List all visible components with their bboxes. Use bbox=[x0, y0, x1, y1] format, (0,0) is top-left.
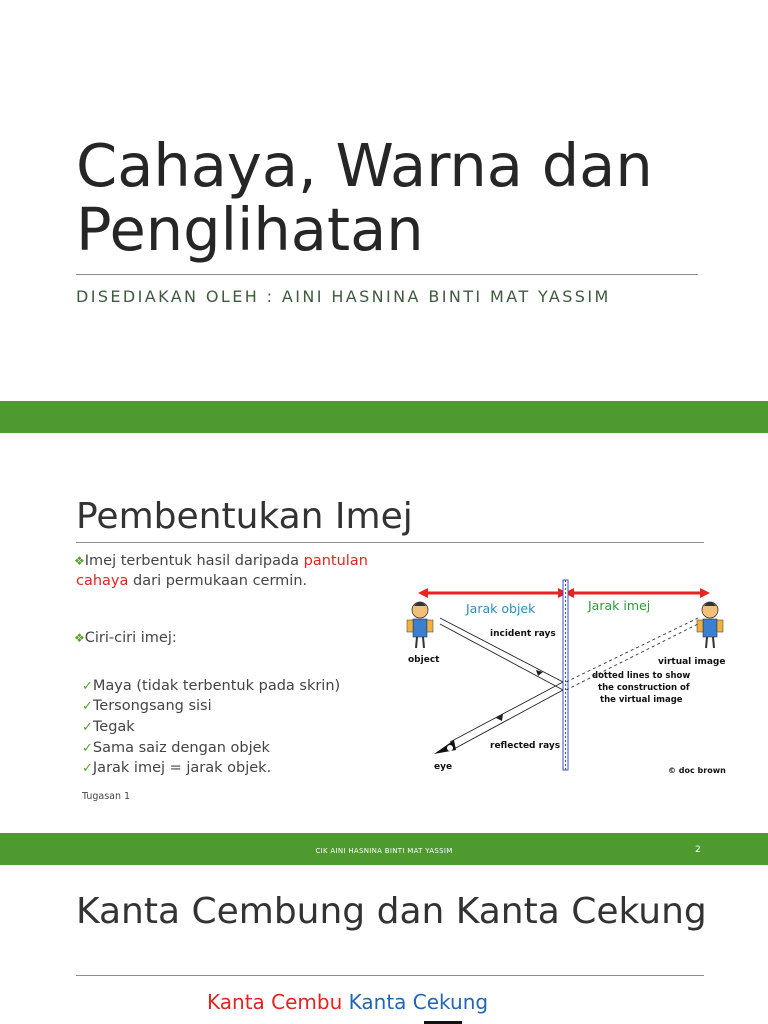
bullet-text: dari permukaan cermin. bbox=[128, 573, 308, 589]
bullet-item bbox=[74, 630, 177, 646]
diamond-bullet-icon: ❖ bbox=[74, 554, 85, 568]
page-number: 2 bbox=[695, 845, 701, 855]
object-figure-icon bbox=[407, 602, 433, 648]
virtual-image-figure-icon bbox=[697, 602, 723, 648]
check-item bbox=[82, 678, 340, 694]
slide-title: Cahaya, Warna dan Penglihatan bbox=[76, 131, 653, 264]
title-divider bbox=[76, 542, 704, 543]
dotted-note-line: dotted lines to show bbox=[592, 671, 691, 681]
check-item bbox=[82, 760, 271, 776]
check-item bbox=[82, 698, 212, 714]
check-item bbox=[82, 719, 135, 735]
check-item-text: Maya (tidak terbentuk pada skrin) bbox=[92, 678, 341, 694]
checkmark-icon: ✓ bbox=[82, 741, 93, 756]
bullet-item bbox=[74, 553, 368, 569]
incident-rays-label: incident rays bbox=[490, 629, 556, 639]
checkmark-icon: ✓ bbox=[82, 699, 93, 714]
virtual-image-label: virtual image bbox=[658, 657, 726, 667]
slide-subtitle: DISEDIAKAN OLEH : AINI HASNINA BINTI MAT YASSIM bbox=[76, 287, 611, 306]
mirror-reflection-diagram bbox=[398, 578, 738, 778]
check-item-text: Jarak imej = jarak objek. bbox=[92, 760, 272, 776]
bullet-text: Imej terbentuk hasil daripada bbox=[84, 553, 304, 569]
reflected-rays-label: reflected rays bbox=[490, 741, 561, 751]
highlight-text: pantulan bbox=[303, 553, 368, 569]
concave-lens-label: Kanta Cekung bbox=[348, 990, 489, 1014]
distance-arrow-image bbox=[564, 588, 710, 598]
object-label: object bbox=[408, 655, 440, 665]
highlight-text: cahaya bbox=[76, 573, 129, 589]
jarak-imej-label: Jarak imej bbox=[588, 598, 651, 613]
dotted-note-line: the construction of bbox=[598, 683, 690, 693]
checkmark-icon: ✓ bbox=[82, 761, 93, 776]
check-item bbox=[82, 740, 270, 756]
slide-title: Pembentukan Imej bbox=[76, 496, 413, 537]
check-item-text: Tersongsang sisi bbox=[92, 698, 212, 714]
bullet-text: Ciri-ciri imej: bbox=[84, 630, 177, 646]
checkmark-icon: ✓ bbox=[82, 720, 93, 735]
title-divider bbox=[76, 274, 698, 275]
footer-text: CIK AINI HASNINA BINTI MAT YASSIM bbox=[315, 847, 453, 855]
slide-title: Kanta Cembung dan Kanta Cekung bbox=[76, 891, 707, 932]
slide-separator-band bbox=[0, 401, 768, 433]
convex-lens-label: Kanta Cembu bbox=[207, 990, 343, 1014]
check-item-text: Sama saiz dengan objek bbox=[92, 740, 270, 756]
reflected-rays bbox=[450, 682, 563, 750]
checkmark-icon: ✓ bbox=[82, 679, 93, 694]
title-divider bbox=[76, 975, 704, 976]
diamond-bullet-icon: ❖ bbox=[74, 631, 85, 645]
distance-arrow-object bbox=[418, 588, 568, 598]
bullet-item-continued bbox=[76, 573, 307, 589]
mirror bbox=[563, 580, 568, 770]
eye-icon bbox=[434, 740, 456, 754]
note-text: Tugasan 1 bbox=[82, 791, 131, 802]
check-item-text: Tegak bbox=[92, 719, 135, 735]
eye-label: eye bbox=[434, 762, 453, 772]
lens-labels bbox=[207, 990, 488, 1014]
dotted-note-line: the virtual image bbox=[600, 695, 683, 705]
credit-label: © doc brown bbox=[668, 766, 726, 775]
jarak-objek-label: Jarak objek bbox=[466, 601, 536, 616]
